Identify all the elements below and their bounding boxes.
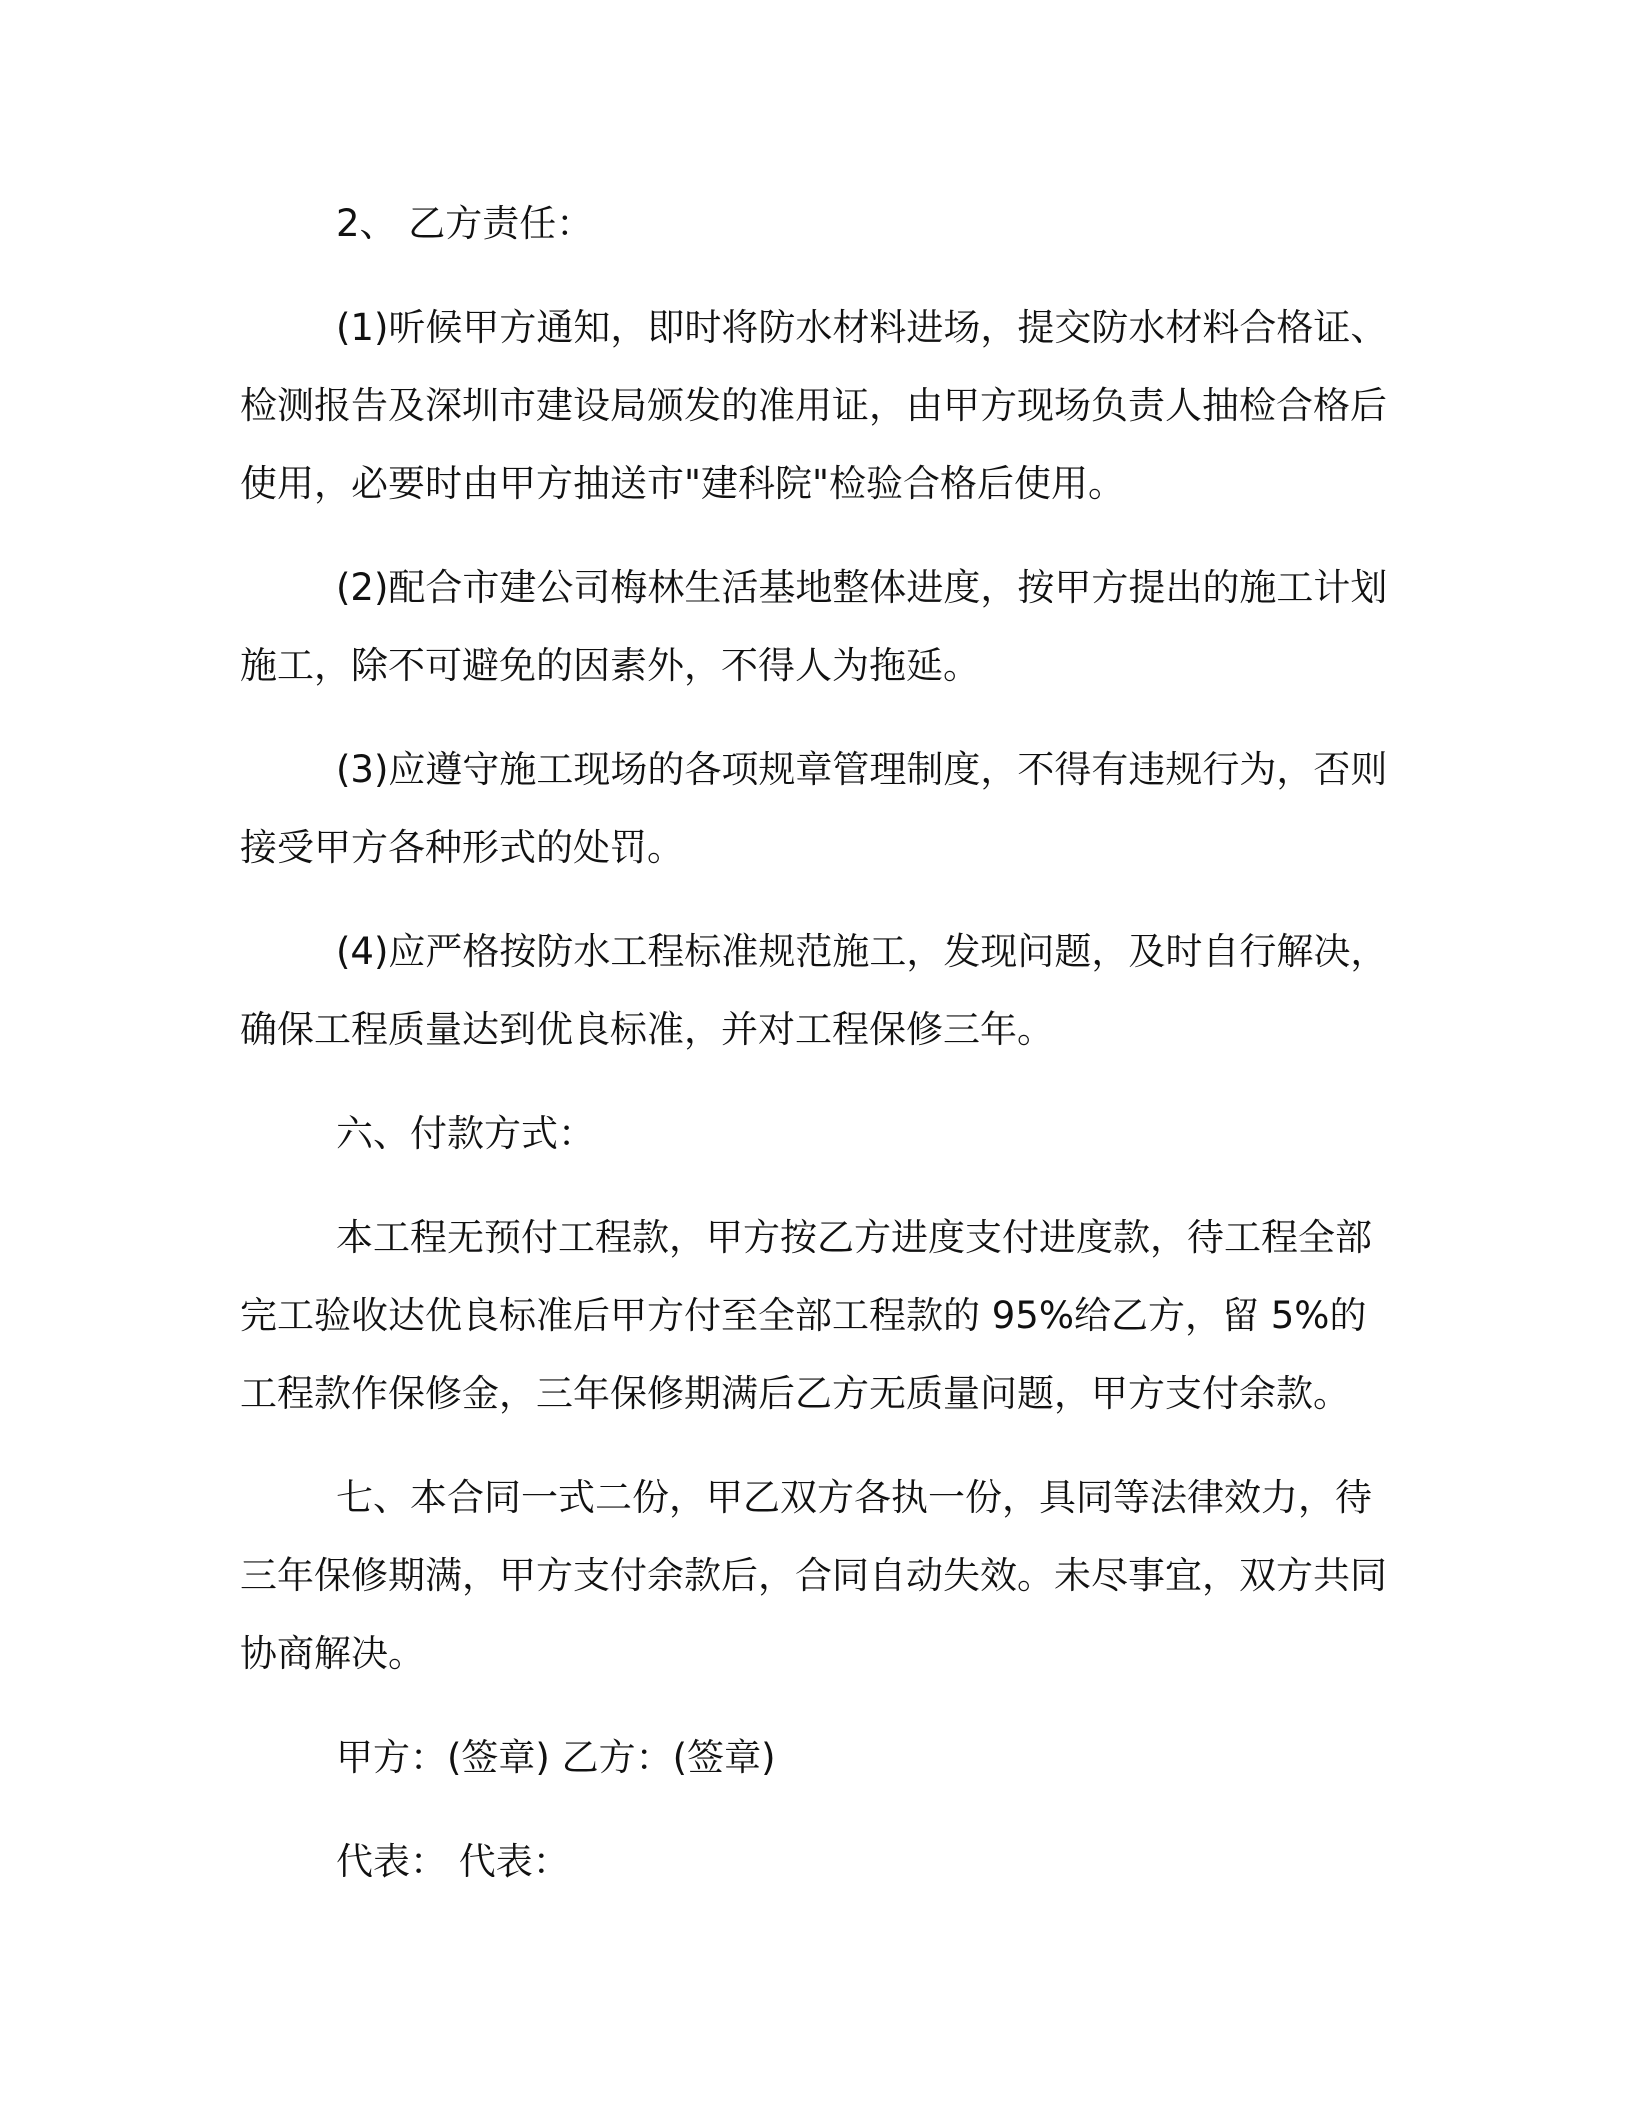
- section-7-paragraph: 七、本合同一式二份，甲乙双方各执一份，具同等法律效力，待三年保修期满，甲方支付余款后，合同自动失效。未尽事宜，双方共同协商解决。: [240, 1476, 1387, 1675]
- section-6-heading: 六、付款方式：: [336, 1112, 595, 1155]
- representative-line: 代表： 代表：: [336, 1840, 570, 1883]
- document-body: [240, 185, 1392, 1927]
- payment-terms-paragraph: 本工程无预付工程款，甲方按乙方进度支付进度款，待工程全部完工验收达优良标准后甲方付至全部工程款的 95%给乙方，留 5%的工程款作保修金，三年保修期满后乙方无质量问题，甲方支付余款。: [240, 1216, 1372, 1415]
- responsibility-item-4: (4)应严格按防水工程标准规范施工，发现问题，及时自行解决，确保工程质量达到优良标准，并对工程保修三年。: [240, 930, 1388, 1051]
- responsibility-item-3: (3)应遵守施工现场的各项规章管理制度，不得有违规行为，否则接受甲方各种形式的处罚。: [240, 748, 1388, 869]
- responsibility-item-2: (2)配合市建公司梅林生活基地整体进度，按甲方提出的施工计划施工，除不可避免的因素外，不得人为拖延。: [240, 566, 1388, 687]
- responsibility-item-1: (1)听候甲方通知，即时将防水材料进场，提交防水材料合格证、检测报告及深圳市建设局颁发的准用证，由甲方现场负责人抽检合格后使用，必要时由甲方抽送市"建科院"检验合格后使用。: [240, 306, 1388, 505]
- section-2-heading: 2、 乙方责任：: [336, 202, 594, 245]
- signature-line: 甲方：(签章) 乙方：(签章): [336, 1736, 776, 1779]
